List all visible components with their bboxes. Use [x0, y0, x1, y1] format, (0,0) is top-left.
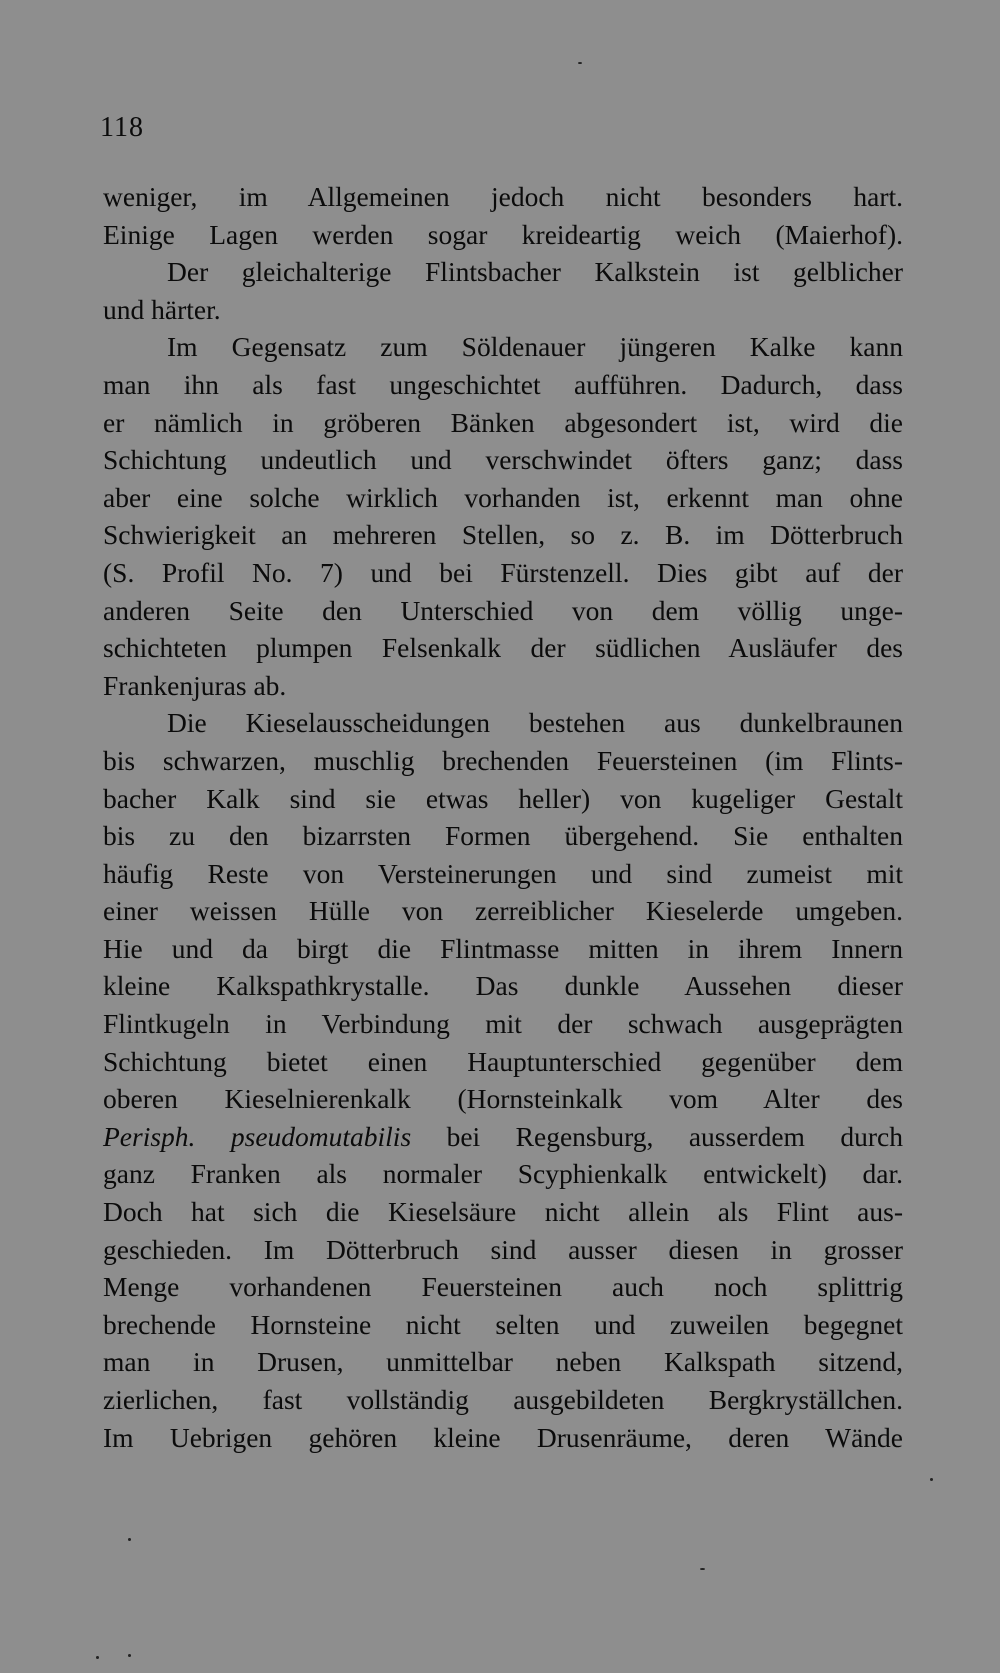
- scan-speck: [96, 1656, 99, 1659]
- paragraph-1: [103, 178, 903, 328]
- text-line: oberen Kieselnierenkalk (Hornsteinkalk vom Alter des: [103, 1083, 903, 1115]
- text-line: und härter.: [103, 293, 221, 325]
- paragraph-2: [103, 328, 903, 704]
- text-line: Schichtung bietet einen Hauptunterschied gegenüber dem: [103, 1045, 903, 1077]
- text-line: geschieden. Im Dötterbruch sind ausser diesen in grosser: [103, 1233, 903, 1265]
- text-line: Hie und da birgt die Flintmasse mitten in ihrem Innern: [103, 932, 903, 964]
- page-number: 118: [100, 112, 144, 143]
- text-line: Schichtung undeutlich und verschwindet öfters ganz; dass: [103, 444, 903, 476]
- text-line-italic-species: [103, 1118, 903, 1156]
- text-line: Einige Lagen werden sogar kreideartig weich (Maierhof).: [103, 218, 903, 250]
- text-line: er nämlich in gröberen Bänken abgesondert ist, wird die: [103, 406, 903, 438]
- text-line: Schwierigkeit an mehreren Stellen, so z. B. im Dötterbruch: [103, 519, 903, 551]
- species-name: Perisph. pseudomutabilis: [103, 1120, 412, 1152]
- text-line: brechende Hornsteine nicht selten und zuweilen begegnet: [103, 1308, 903, 1340]
- text-line: ganz Franken als normaler Scyphienkalk entwickelt) dar.: [103, 1158, 903, 1190]
- scan-speck: [128, 1654, 131, 1657]
- text-line: Menge vorhandenen Feuersteinen auch noch splittrig: [103, 1271, 903, 1303]
- scan-speck: [128, 1538, 131, 1541]
- text-line: Im Gegensatz zum Söldenauer jüngeren Kalke kann: [167, 331, 903, 363]
- text-line: man ihn als fast ungeschichtet aufführen. Dadurch, dass: [103, 368, 903, 400]
- text-line: häufig Reste von Versteinerungen und sind zumeist mit: [103, 857, 903, 889]
- scan-speck: [578, 62, 582, 64]
- text-line: Frankenjuras ab.: [103, 669, 287, 701]
- text-line: Flintkugeln in Verbindung mit der schwach ausgeprägten: [103, 1008, 903, 1040]
- text-line: bis zu den bizarrsten Formen übergehend. Sie enthalten: [103, 820, 903, 852]
- body-text: [103, 178, 903, 1456]
- text-line: Der gleichalterige Flintsbacher Kalkstein ist gelblicher: [167, 256, 903, 288]
- text-line: anderen Seite den Unterschied von dem völlig unge-: [103, 594, 903, 626]
- text-line: weniger, im Allgemeinen jedoch nicht besonders hart.: [103, 181, 903, 212]
- scan-speck: [700, 1568, 705, 1570]
- text-line: schichteten plumpen Felsenkalk der südlichen Ausläufer des: [103, 632, 903, 664]
- text-line: (S. Profil No. 7) und bei Fürstenzell. Dies gibt auf der: [103, 556, 903, 588]
- scan-speck: [930, 1478, 933, 1481]
- text-line: kleine Kalkspathkrystalle. Das dunkle Aussehen dieser: [103, 970, 903, 1002]
- text-line: Die Kieselausscheidungen bestehen aus dunkelbraunen: [167, 707, 903, 739]
- text-line: bis schwarzen, muschlig brechenden Feuersteinen (im Flints-: [103, 744, 903, 776]
- text-line: einer weissen Hülle von zerreiblicher Kieselerde umgeben.: [103, 895, 903, 927]
- text-line-rest: bei Regensburg, ausserdem durch: [411, 1120, 903, 1152]
- paragraph-3: [103, 704, 903, 1456]
- text-line: Im Uebrigen gehören kleine Drusenräume, deren Wände: [103, 1421, 903, 1453]
- text-line: zierlichen, fast vollständig ausgebildeten Bergkryställchen.: [103, 1384, 903, 1415]
- text-line: bacher Kalk sind sie etwas heller) von kugeliger Gestalt: [103, 782, 903, 814]
- text-line: aber eine solche wirklich vorhanden ist, erkennt man ohne: [103, 481, 903, 513]
- text-line: man in Drusen, unmittelbar neben Kalkspath sitzend,: [103, 1346, 903, 1378]
- text-line: Doch hat sich die Kieselsäure nicht allein als Flint aus-: [103, 1196, 903, 1228]
